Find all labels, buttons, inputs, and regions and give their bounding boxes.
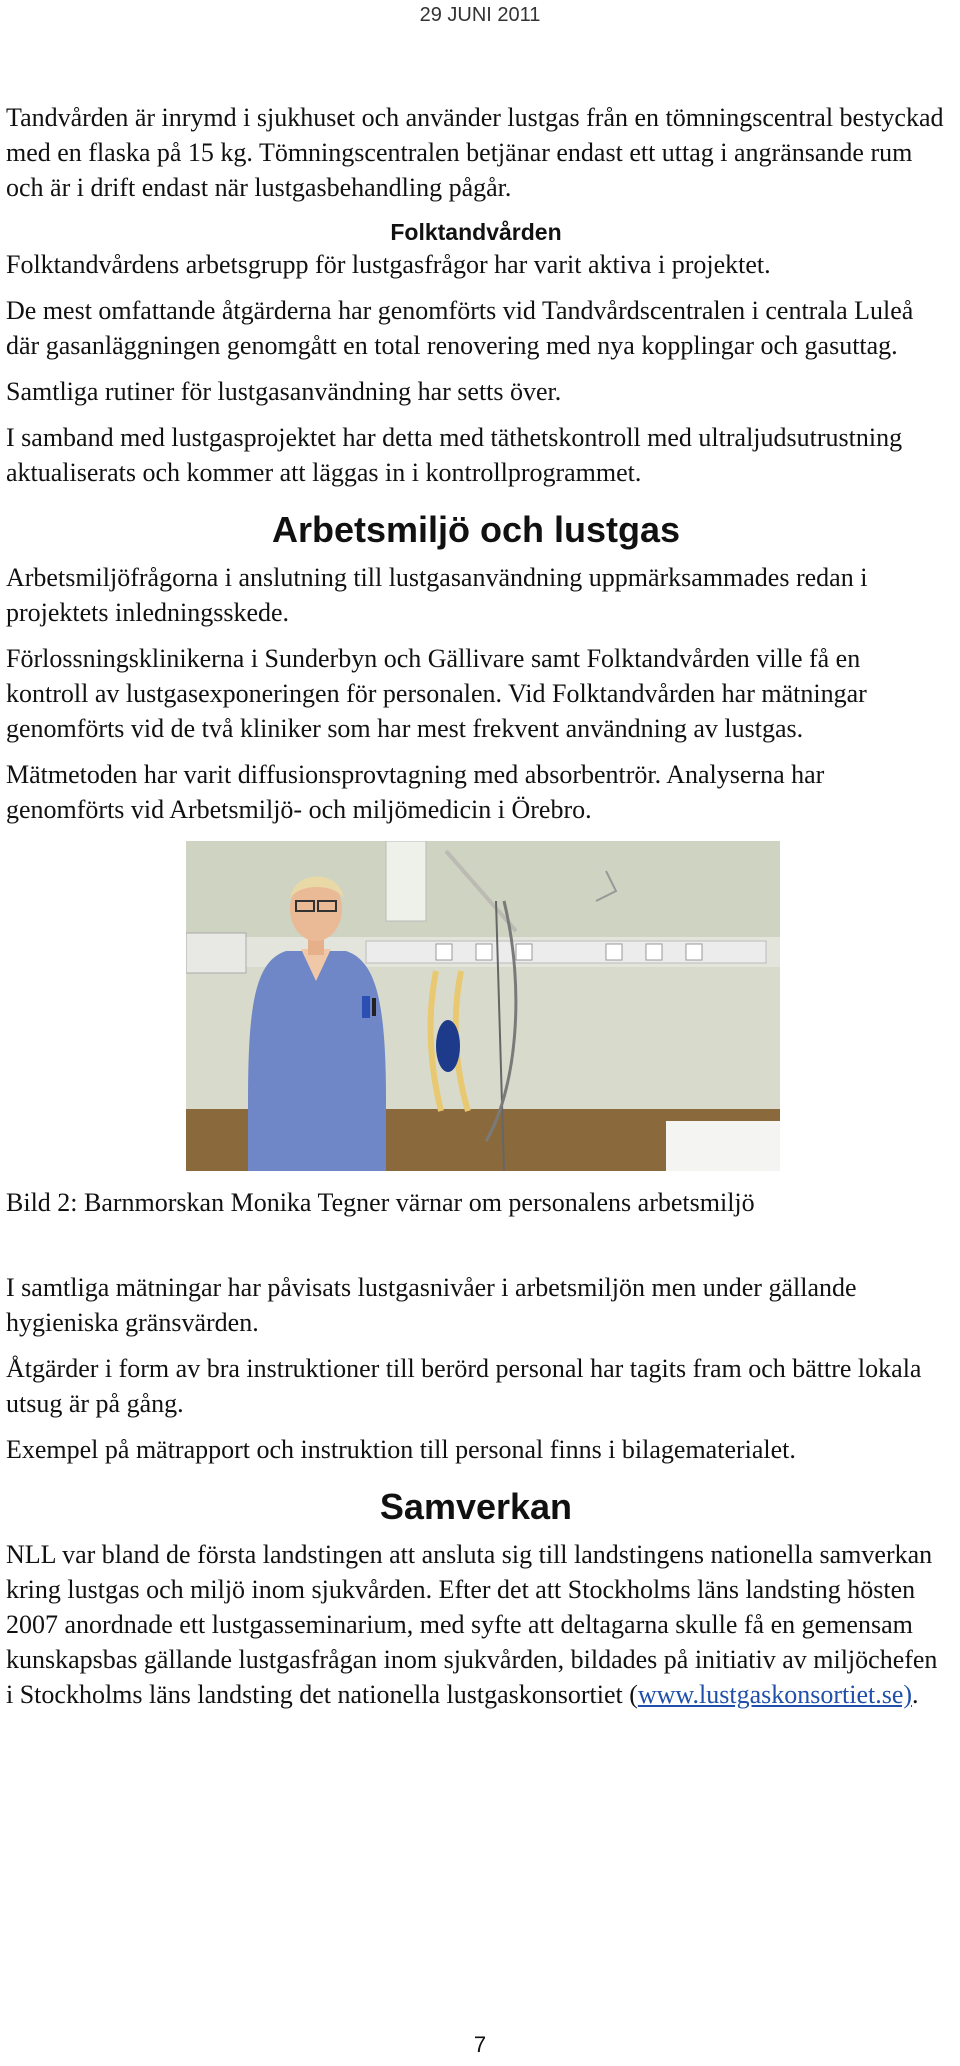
- heading-arbetsmiljo: Arbetsmiljö och lustgas: [271, 509, 681, 550]
- samverkan-text-end: .: [912, 1680, 919, 1709]
- paragraph-folktandvarden-2: De mest omfattande åtgärderna har genomförts vid Tandvårdscentralen i centrala Luleå där gasanläggningen genomgått en total renovering med nya kopplingar och gasuttag.: [6, 296, 914, 360]
- paragraph-atgarder: Åtgärder i form av bra instruktioner till berörd personal har tagits fram och bättre lokala utsug är på gång.: [6, 1354, 922, 1418]
- heading-folktandvarden: Folktandvården: [390, 219, 562, 245]
- paragraph-exempel: Exempel på mätrapport och instruktion till personal finns i bilagematerialet.: [6, 1435, 796, 1464]
- paragraph-arbetsmiljo-3: Mätmetoden har varit diffusionsprovtagning med absorbentrör. Analyserna har genomförts vid Arbetsmiljö- och miljömedicin i Örebro.: [6, 760, 825, 824]
- paragraph-samverkan: [6, 1537, 946, 1712]
- lustgaskonsortiet-link[interactable]: www.lustgaskonsortiet.se): [637, 1680, 913, 1709]
- paragraph-arbetsmiljo-1: Arbetsmiljöfrågorna i anslutning till lustgasanvändning uppmärksammades redan i projektets inledningsskede.: [6, 563, 868, 627]
- page-number: 7: [473, 2032, 487, 2057]
- heading-samverkan: Samverkan: [379, 1486, 573, 1527]
- samverkan-text: NLL var bland de första landstingen att ansluta sig till landstingens nationella samverkan kring lustgas och miljö inom sjukvården. Efter det att Stockholms läns landsting hösten 2007 anordnade ett lustgasseminarium, med syfte att deltagarna skulle få en gemensam kunskapsbas gällande lustgasfrågan inom sjukvården, bildades på initiativ av miljöchefen i Stockholms läns landsting det nationella lustgaskonsortiet (: [6, 1540, 938, 1709]
- spacer: [6, 1220, 946, 1270]
- photo-caption: Bild 2: Barnmorskan Monika Tegner värnar om personalens arbetsmiljö: [6, 1188, 755, 1217]
- paragraph-folktandvarden-3: Samtliga rutiner för lustgasanvändning har setts över.: [6, 377, 562, 406]
- paragraph-arbetsmiljo-2: Förlossningsklinikerna i Sunderbyn och Gällivare samt Folktandvården ville få en kontroll av lustgasexponeringen för personalen. Vid Folktandvården har mätningar genomförts vid de två kliniker som har mest frekvent användning av lustgas.: [6, 644, 867, 743]
- paragraph-tandvarden: Tandvården är inrymd i sjukhuset och använder lustgas från en tömningscentral bestyckad med en flaska på 15 kg. Tömningscentralen betjänar endast ett uttag i angränsande rum och är i drift endast när lustgasbehandling pågår.: [6, 103, 944, 202]
- paragraph-matningar: I samtliga mätningar har påvisats lustgasnivåer i arbetsmiljön men under gällande hygieniska gränsvärden.: [6, 1273, 857, 1337]
- header-date: 29 JUNI 2011: [419, 4, 541, 26]
- photo-midwife: [186, 841, 780, 1171]
- paragraph-folktandvarden-4: I samband med lustgasprojektet har detta med täthetskontroll med ultraljudsutrustning aktualiserats och kommer att läggas in i kontrollprogrammet.: [6, 423, 903, 487]
- page-content: [6, 100, 946, 1723]
- paragraph-folktandvarden-1: Folktandvårdens arbetsgrupp för lustgasfrågor har varit aktiva i projektet.: [6, 250, 771, 279]
